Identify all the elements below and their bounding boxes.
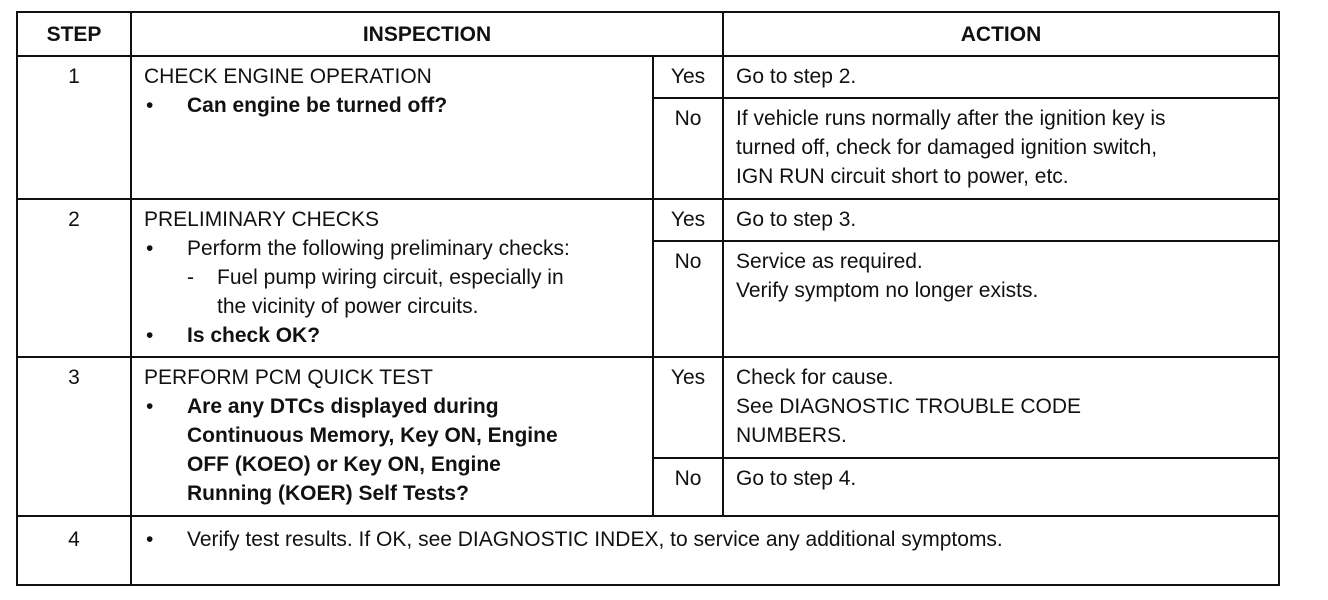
action-line: Verify symptom no longer exists.	[736, 279, 1039, 302]
no-action	[723, 241, 1279, 357]
inspection-title: PERFORM PCM QUICK TEST	[144, 366, 433, 389]
inspection-instruction: Verify test results. If OK, see DIAGNOSTIC INDEX, to service any additional symptoms.	[187, 528, 1003, 551]
question-line: Are any DTCs displayed during	[187, 395, 499, 418]
bullet-icon: •	[146, 395, 154, 418]
step-4-inspection	[131, 516, 1279, 585]
header-inspection: INSPECTION	[131, 12, 723, 56]
inspection-title: PRELIMINARY CHECKS	[144, 208, 379, 231]
action-line: See DIAGNOSTIC TROUBLE CODE	[736, 395, 1082, 418]
step-1-inspection	[131, 56, 653, 199]
bullet-item	[144, 525, 1270, 554]
step-number: 4	[17, 516, 131, 585]
step-number: 3	[17, 357, 131, 516]
diagnostic-table	[16, 11, 1280, 586]
bullet-item	[144, 392, 644, 508]
step-2-yes-row	[17, 199, 1279, 241]
action-line: NUMBERS.	[736, 424, 847, 447]
step-4-row	[17, 516, 1279, 585]
table-header-row	[17, 12, 1279, 56]
bullet-icon: •	[146, 237, 154, 260]
header-action: ACTION	[723, 12, 1279, 56]
bullet-item	[144, 234, 644, 263]
step-2-inspection	[131, 199, 653, 357]
no-action	[723, 458, 1279, 516]
bullet-item	[144, 91, 644, 120]
no-label: No	[653, 98, 723, 199]
action-line: IGN RUN circuit short to power, etc.	[736, 165, 1069, 188]
action-line: Go to step 2.	[736, 65, 857, 88]
inspection-title: CHECK ENGINE OPERATION	[144, 65, 432, 88]
question-line: OFF (KOEO) or Key ON, Engine	[187, 453, 501, 476]
bullet-icon: •	[146, 528, 154, 551]
bullet-icon: •	[146, 94, 154, 117]
sub-item-line: the vicinity of power circuits.	[217, 295, 479, 318]
question-line: Continuous Memory, Key ON, Engine	[187, 424, 558, 447]
yes-label: Yes	[653, 357, 723, 458]
step-3-inspection	[131, 357, 653, 516]
sub-item-line: Fuel pump wiring circuit, especially in	[217, 266, 564, 289]
question-line: Running (KOER) Self Tests?	[187, 482, 469, 505]
action-line: Service as required.	[736, 250, 923, 273]
sub-item-text	[217, 263, 644, 321]
bullet-icon: •	[146, 324, 154, 347]
dash-icon: -	[187, 266, 194, 289]
no-label: No	[653, 241, 723, 357]
yes-action	[723, 56, 1279, 98]
action-line: turned off, check for damaged ignition switch,	[736, 136, 1158, 159]
step-1-yes-row	[17, 56, 1279, 98]
action-line: Go to step 4.	[736, 467, 857, 490]
yes-label: Yes	[653, 56, 723, 98]
sub-item	[144, 263, 644, 321]
action-line: Check for cause.	[736, 366, 894, 389]
step-number: 1	[17, 56, 131, 199]
inspection-instruction: Perform the following preliminary checks:	[187, 237, 570, 260]
action-line: If vehicle runs normally after the ignition key is	[736, 107, 1166, 130]
action-line: Go to step 3.	[736, 208, 857, 231]
no-action	[723, 98, 1279, 199]
inspection-question: Is check OK?	[187, 324, 321, 347]
header-step: STEP	[17, 12, 131, 56]
yes-action	[723, 357, 1279, 458]
bullet-item	[144, 321, 644, 350]
inspection-question	[187, 392, 644, 508]
step-3-yes-row	[17, 357, 1279, 458]
no-label: No	[653, 458, 723, 516]
yes-label: Yes	[653, 199, 723, 241]
yes-action	[723, 199, 1279, 241]
inspection-question: Can engine be turned off?	[187, 94, 448, 117]
step-number: 2	[17, 199, 131, 357]
